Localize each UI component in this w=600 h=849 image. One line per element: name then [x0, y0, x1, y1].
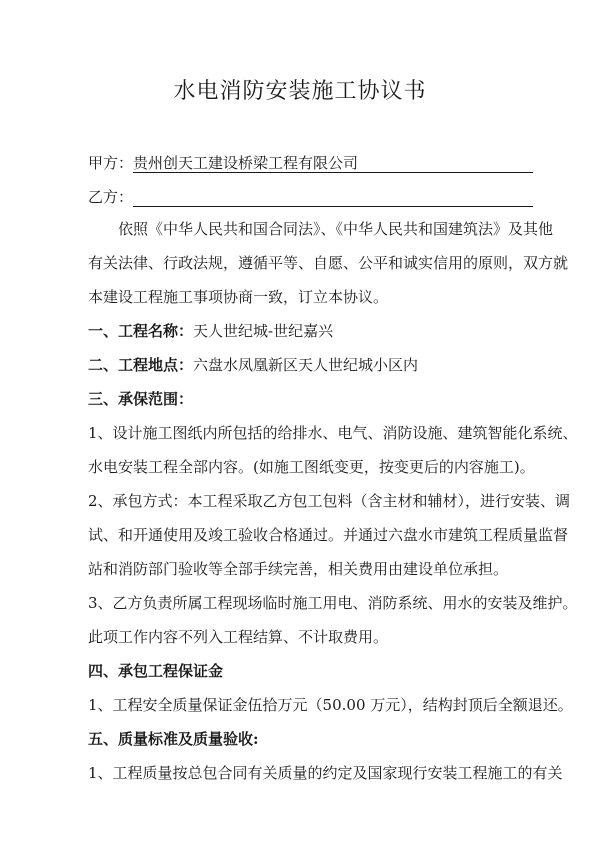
section-2 — [88, 358, 520, 373]
party-a-row — [88, 152, 533, 173]
section-2-value: 六盘水凤凰新区天人世纪城小区内 — [193, 356, 419, 374]
section-3-line: 1、设计施工图纸内所包括的给排水、电气、消防设施、建筑智能化系统、 — [88, 424, 578, 442]
section-3-heading: 三、承保范围： — [88, 390, 194, 408]
section-5-line: 1、工程质量按总包合同有关质量的约定及国家现行安装工程施工的有关 — [88, 764, 563, 782]
section-4-line: 1、工程安全质量保证金伍拾万元（50.00 万元），结构封顶后全额退还。 — [88, 696, 573, 714]
intro-line: 本建设工程施工事项协商一致，订立本协议。 — [88, 288, 389, 306]
section-3-line: 试、和开通使用及竣工验收合格通过。并通过六盘水市建筑工程质量监督 — [88, 526, 569, 544]
document-title: 水电消防安装施工协议书 — [173, 79, 427, 104]
section-3-line: 2、承包方式：本工程采取乙方包工包料（含主材和辅材），进行安装、调 — [88, 492, 571, 510]
party-a-value: 贵州创天工建设桥梁工程有限公司 — [133, 154, 533, 173]
section-3-line: 站和消防部门验收等全部手续完善，相关费用由建设单位承担。 — [88, 560, 509, 578]
section-4-heading: 四、承包工程保证金 — [88, 662, 224, 680]
party-b-value — [133, 188, 533, 207]
section-3-line: 此项工作内容不列入工程结算、不计取费用。 — [88, 628, 389, 646]
intro-line: 依照《中华人民共和国合同法》、《中华人民共和国建筑法》及其他 — [118, 220, 554, 238]
section-3-line: 水电安装工程全部内容。(如施工图纸变更，按变更后的内容施工)。 — [88, 458, 535, 476]
party-a-label: 甲方： — [88, 154, 134, 172]
section-1-value: 天人世纪城-世纪嘉兴 — [193, 322, 334, 340]
section-1-heading: 一、工程名称： — [88, 322, 194, 340]
section-2-heading: 二、工程地点： — [88, 356, 194, 374]
section-3-line: 3、乙方负责所属工程现场临时施工用电、消防系统、用水的安装及维护。 — [88, 594, 578, 612]
section-5-heading: 五、质量标准及质量验收: — [88, 730, 259, 748]
party-b-row — [88, 186, 533, 207]
party-b-label: 乙方： — [88, 188, 134, 206]
section-1 — [88, 324, 520, 339]
intro-line: 有关法律、行政法规，遵循平等、自愿、公平和诚实信用的原则，双方就 — [88, 254, 569, 272]
